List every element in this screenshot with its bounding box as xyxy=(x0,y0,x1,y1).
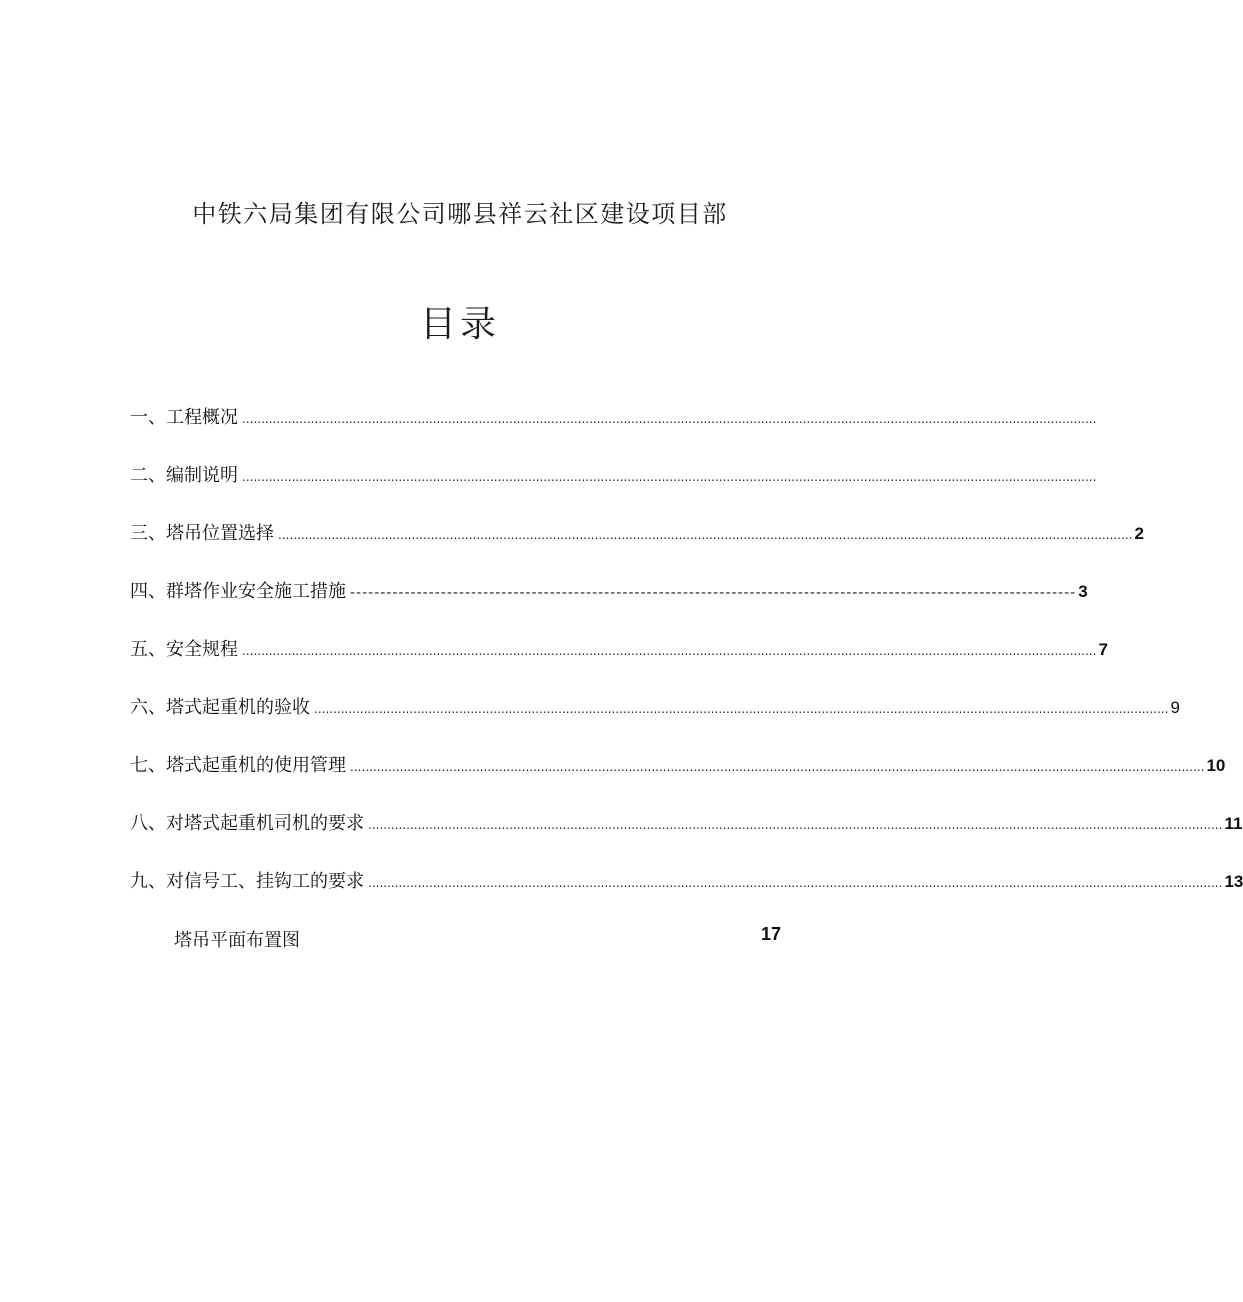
toc-heading: 目录 xyxy=(419,304,500,345)
toc-leader-dots: ................................................................................................................................................................................................................................ xyxy=(314,702,1169,716)
toc-entry-label: 八、对塔式起重机司机的要求 xyxy=(130,813,364,834)
toc-leader-dots: ................................................................................................................................................................................................................................ xyxy=(278,528,1133,542)
toc-entry-1 xyxy=(130,403,1097,429)
toc-entry-page: 7 xyxy=(1098,640,1108,659)
toc-entry-page: 10 xyxy=(1206,756,1226,775)
toc-entry-label: 三、塔吊位置选择 xyxy=(130,523,274,544)
toc-entry-label: 四、群塔作业安全施工措施 xyxy=(130,581,346,602)
toc-entry-5 xyxy=(130,635,1108,661)
toc-leader-dots: ................................................................................................................................................................................................................................ xyxy=(350,760,1205,774)
toc-entry-8 xyxy=(130,809,1243,835)
toc-leader-dots: ................................................................................................................................................................................................................................ xyxy=(242,644,1097,658)
toc-final-entry-label: 塔吊平面布置图 xyxy=(174,930,300,951)
toc-entry-label: 二、编制说明 xyxy=(130,465,238,486)
toc-entry-3 xyxy=(130,519,1144,545)
toc-entry-page: 13 xyxy=(1224,872,1243,891)
toc-entry-page: 9 xyxy=(1170,698,1180,717)
toc-leader-dots: ................................................................................................................................................................................................................................ xyxy=(368,818,1223,832)
toc-entry-page: 2 xyxy=(1134,524,1144,543)
toc-entry-page: 3 xyxy=(1078,582,1088,601)
toc-entry-label: 七、塔式起重机的使用管理 xyxy=(130,755,346,776)
toc-entry-label: 六、塔式起重机的验收 xyxy=(130,697,310,718)
toc-entry-7 xyxy=(130,751,1226,777)
toc-entry-label: 五、安全规程 xyxy=(130,639,238,660)
toc-entry-2 xyxy=(130,461,1097,487)
toc-entry-9 xyxy=(130,867,1243,893)
toc-entry-6 xyxy=(130,693,1180,719)
toc-entry-label: 一、工程概况 xyxy=(130,407,238,428)
toc-leader-dots: ................................................................................................................................................................................................................................ xyxy=(242,412,1097,426)
toc-final-entry-page: 17 xyxy=(761,924,782,944)
toc-leader-dots: ................................................................................................................................................................................................................................ xyxy=(368,876,1223,890)
toc-entry-page: 11 xyxy=(1224,814,1243,833)
toc-leader-dashes: ------------------------------------------------------------------------------------------------------------------------ xyxy=(350,585,1077,601)
organization-title: 中铁六局集团有限公司哪县祥云社区建设项目部 xyxy=(192,200,728,228)
toc-entry-4 xyxy=(130,577,1088,603)
toc-leader-dots: ................................................................................................................................................................................................................................ xyxy=(242,470,1097,484)
toc-entry-label: 九、对信号工、挂钩工的要求 xyxy=(130,871,364,892)
